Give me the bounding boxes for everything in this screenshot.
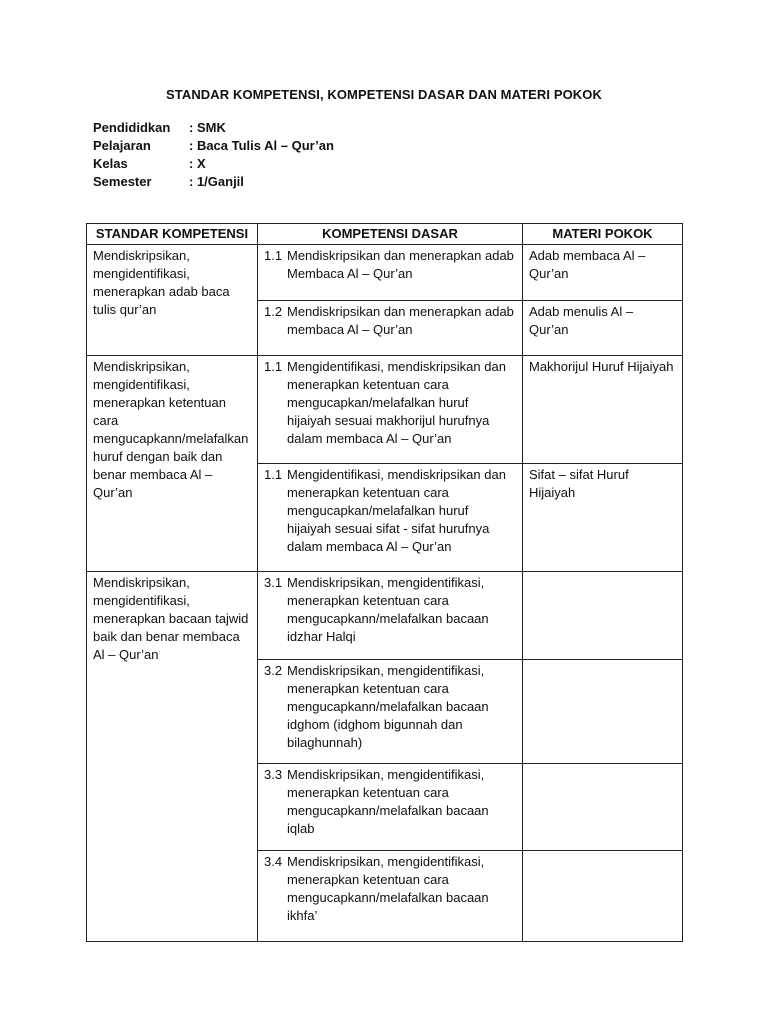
table-row <box>87 572 683 660</box>
kd-cell <box>258 301 523 356</box>
meta-label: Semester <box>93 174 152 189</box>
kd-number: 3.3 <box>264 767 283 782</box>
meta-row-semester <box>93 173 334 191</box>
meta-value: : Baca Tulis Al – Qur’an <box>189 138 334 153</box>
kd-number: 1.2 <box>264 304 283 319</box>
meta-value: : SMK <box>189 120 226 135</box>
sk-cell: Mendiskripsikan, mengidentifikasi, menerapkan adab baca tulis qur’an <box>87 245 258 356</box>
kd-text: Mendiskripsikan dan menerapkan adab Membaca Al – Qur’an <box>287 248 514 281</box>
kd-cell <box>258 851 523 942</box>
kd-number: 1.1 <box>264 248 283 263</box>
meta-label: Kelas <box>93 156 128 171</box>
kd-number: 3.4 <box>264 854 283 869</box>
header-materi-pokok: MATERI POKOK <box>523 224 683 245</box>
kd-text: Mendiskripsikan, mengidentifikasi, menerapkan ketentuan cara mengucapkann/melafalkan bacaan idghom (idghom bigunnah dan bilaghunnah) <box>287 663 489 750</box>
mp-cell: Sifat – sifat Huruf Hijaiyah <box>523 464 683 572</box>
document-title: STANDAR KOMPETENSI, KOMPETENSI DASAR DAN MATERI POKOK <box>165 87 602 102</box>
meta-row-kelas <box>93 155 334 173</box>
table-header-row <box>87 224 683 245</box>
mp-cell: Adab menulis Al – Qur’an <box>523 301 683 356</box>
kd-text: Mendiskripsikan, mengidentifikasi, menerapkan ketentuan cara mengucapkann/melafalkan bacaan idzhar Halqi <box>287 575 489 644</box>
table-row <box>87 245 683 301</box>
mp-cell <box>523 660 683 764</box>
header-kompetensi-dasar: KOMPETENSI DASAR <box>258 224 523 245</box>
meta-row-pelajaran <box>93 137 334 155</box>
kd-text: Mengidentifikasi, mendiskripsikan dan menerapkan ketentuan cara mengucapkan/melafalkan huruf hijaiyah sesuai sifat - sifat hurufnya dalam membaca Al – Qur’an <box>287 467 506 554</box>
table-row <box>87 356 683 464</box>
competency-table <box>86 223 683 942</box>
kd-cell <box>258 356 523 464</box>
sk-cell: Mendiskripsikan, mengidentifikasi, menerapkan bacaan tajwid baik dan benar membaca Al – Qur’an <box>87 572 258 942</box>
kd-cell <box>258 464 523 572</box>
document-meta <box>93 119 334 191</box>
mp-cell: Makhorijul Huruf Hijaiyah <box>523 356 683 464</box>
mp-cell <box>523 572 683 660</box>
meta-row-pendidikan <box>93 119 334 137</box>
kd-cell <box>258 245 523 301</box>
kd-number: 3.1 <box>264 575 283 590</box>
kd-text: Mendiskripsikan dan menerapkan adab membaca Al – Qur’an <box>287 304 514 337</box>
kd-number: 1.1 <box>264 359 283 374</box>
mp-cell <box>523 851 683 942</box>
meta-label: Pelajaran <box>93 138 151 153</box>
kd-cell <box>258 764 523 851</box>
kd-number: 1.1 <box>264 467 283 482</box>
kd-number: 3.2 <box>264 663 283 678</box>
kd-cell <box>258 572 523 660</box>
sk-cell: Mendiskripsikan, mengidentifikasi, menerapkan ketentuan cara mengucapkann/melafalkan huruf dengan baik dan benar membaca Al – Qur’an <box>87 356 258 572</box>
kd-text: Mendiskripsikan, mengidentifikasi, menerapkan ketentuan cara mengucapkann/melafalkan bacaan iqlab <box>287 767 489 836</box>
kd-cell <box>258 660 523 764</box>
meta-value: : 1/Ganjil <box>189 174 244 189</box>
mp-cell: Adab membaca Al – Qur’an <box>523 245 683 301</box>
meta-value: : X <box>189 156 206 171</box>
kd-text: Mendiskripsikan, mengidentifikasi, menerapkan ketentuan cara mengucapkann/melafalkan bacaan ikhfa’ <box>287 854 489 923</box>
kd-text: Mengidentifikasi, mendiskripsikan dan menerapkan ketentuan cara mengucapkan/melafalkan huruf hijaiyah sesuai makhorijul hurufnya dalam membaca Al – Qur’an <box>287 359 506 446</box>
header-standar-kompetensi: STANDAR KOMPETENSI <box>87 224 258 245</box>
mp-cell <box>523 764 683 851</box>
meta-label: Pendididkan <box>93 120 171 135</box>
